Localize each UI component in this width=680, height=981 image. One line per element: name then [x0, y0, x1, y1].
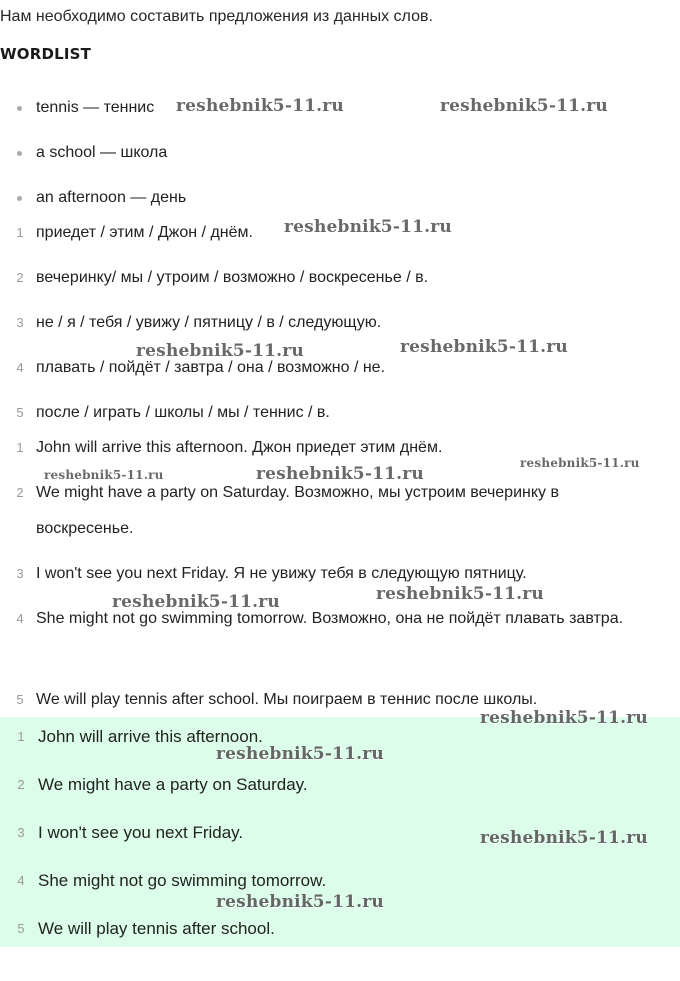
- watermark: reshebnik5-11.ru: [440, 96, 608, 116]
- scrambled-sentence: не / я / тебя / увижу / пятницу / в / следующую.: [36, 314, 382, 331]
- intro-text: Нам необходимо составить предложения из данных слов.: [0, 8, 433, 25]
- item-number: 5: [16, 405, 24, 420]
- item-number: 1: [16, 225, 24, 240]
- wordlist-item: tennis — теннис: [36, 99, 155, 116]
- item-number: 5: [17, 921, 25, 936]
- watermark: reshebnik5-11.ru: [520, 456, 640, 470]
- item-number: 2: [17, 777, 25, 792]
- watermark: reshebnik5-11.ru: [480, 708, 648, 728]
- translation-sentence: We might have a party on Saturday. Возможно, мы устроим вечеринку в воскресенье.: [36, 484, 559, 537]
- answer-sentence: She might not go swimming tomorrow.: [38, 871, 327, 890]
- answer-sentence: I won't see you next Friday.: [38, 823, 244, 842]
- watermark: reshebnik5-11.ru: [44, 468, 164, 482]
- watermark: reshebnik5-11.ru: [256, 464, 424, 484]
- item-number: 1: [17, 729, 25, 744]
- watermark: reshebnik5-11.ru: [216, 892, 384, 912]
- wordlist-item: a school — школа: [36, 144, 168, 161]
- bullet-icon: [17, 106, 22, 111]
- watermark: reshebnik5-11.ru: [216, 744, 384, 764]
- watermark: reshebnik5-11.ru: [176, 96, 344, 116]
- item-number: 4: [16, 360, 24, 375]
- scrambled-sentence: после / играть / школы / мы / теннис / в.: [36, 404, 330, 421]
- translation-sentence: She might not go swimming tomorrow. Возможно, она не пойдёт плавать завтра.: [36, 610, 624, 627]
- watermark: reshebnik5-11.ru: [400, 337, 568, 357]
- translation-sentence: John will arrive this afternoon. Джон приедет этим днём.: [36, 439, 443, 456]
- watermark: reshebnik5-11.ru: [112, 592, 280, 612]
- translation-sentence: I won't see you next Friday. Я не увижу тебя в следующую пятницу.: [36, 565, 527, 582]
- item-number: 3: [16, 315, 24, 330]
- item-number: 3: [16, 566, 24, 581]
- item-number: 4: [16, 611, 24, 626]
- answer-sentence: We will play tennis after school.: [38, 919, 275, 938]
- answer-sentence: We might have a party on Saturday.: [38, 775, 308, 794]
- item-number: 5: [16, 692, 24, 707]
- bullet-icon: [17, 151, 22, 156]
- wordlist-item: an afternoon — день: [36, 189, 187, 206]
- item-number: 2: [16, 270, 24, 285]
- scrambled-sentence: приедет / этим / Джон / днём.: [36, 224, 253, 241]
- item-number: 3: [17, 825, 25, 840]
- wordlist-heading: WORDLIST: [0, 45, 92, 63]
- scrambled-sentence: вечеринку/ мы / утроим / возможно / воскресенье / в.: [36, 269, 429, 286]
- item-number: 4: [17, 873, 25, 888]
- watermark: reshebnik5-11.ru: [376, 584, 544, 604]
- watermark: reshebnik5-11.ru: [480, 828, 648, 848]
- item-number: 1: [16, 440, 24, 455]
- translation-sentence: We will play tennis after school. Мы поиграем в теннис после школы.: [36, 691, 538, 708]
- scrambled-sentence: плавать / пойдёт / завтра / она / возможно / не.: [36, 359, 386, 376]
- item-number: 2: [16, 485, 24, 500]
- watermark: reshebnik5-11.ru: [284, 217, 452, 237]
- answer-sentence: John will arrive this afternoon.: [38, 727, 263, 746]
- bullet-icon: [17, 196, 22, 201]
- watermark: reshebnik5-11.ru: [136, 341, 304, 361]
